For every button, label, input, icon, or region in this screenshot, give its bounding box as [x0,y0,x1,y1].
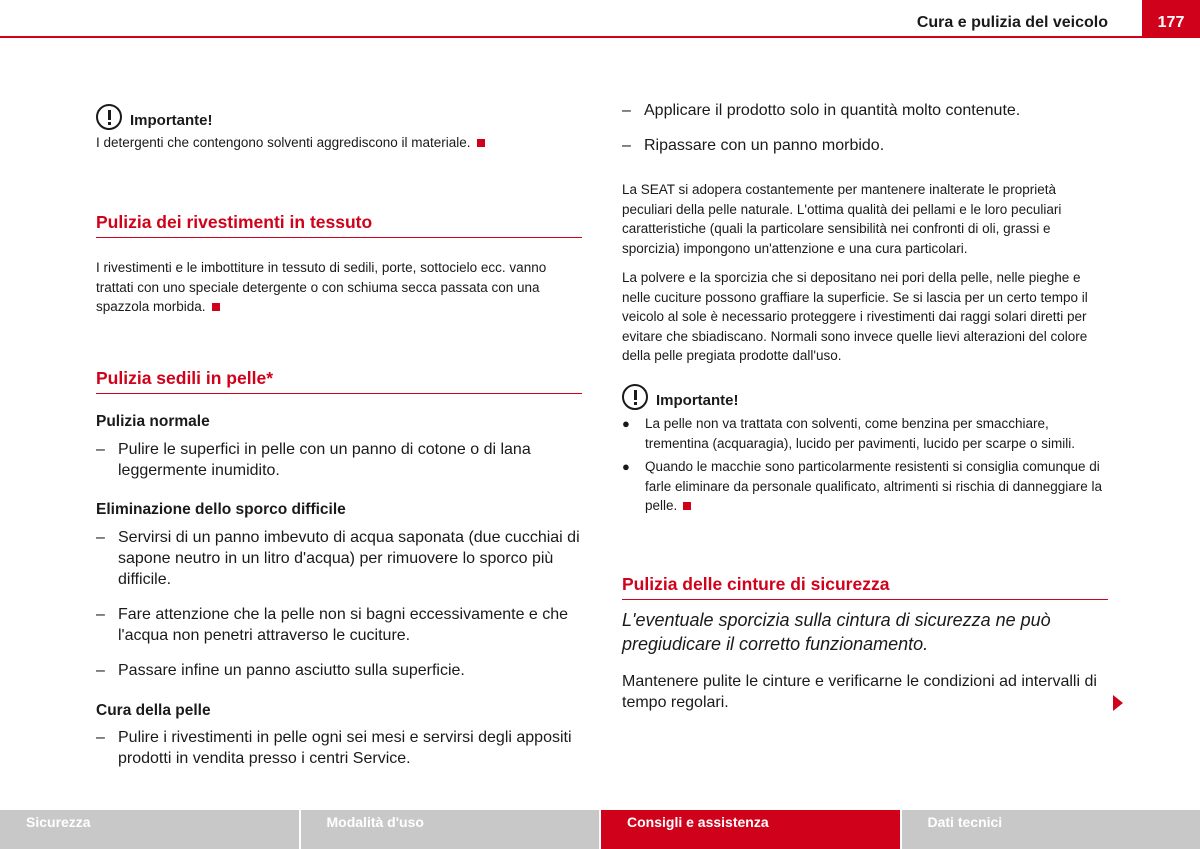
tab-sicurezza[interactable]: Sicurezza [0,810,299,849]
list-item: – Servirsi di un panno imbevuto di acqua saponata (due cucchiai di sapone neutro in un litro d'acqua) per rimuovere lo sporco più difficile. [96,529,580,588]
tab-dati-tecnici[interactable]: Dati tecnici [902,810,1200,849]
section-title-fabric: Pulizia dei rivestimenti in tessuto [96,211,582,238]
important-text: I detergenti che contengono solventi aggrediscono il materiale. [96,133,582,153]
important-note-2 [622,384,1108,516]
list-item: – Pulire le superfici in pelle con un panno di cotone o di lana leggermente inumidito. [96,441,531,479]
belts-lead: L'eventuale sporcizia sulla cintura di sicurezza ne può pregiudicare il corretto funzionamento. [622,610,1051,654]
warning-exclamation-icon [622,384,648,410]
tab-modalita-uso[interactable]: Modalità d'uso [301,810,600,849]
tab-consigli-assistenza[interactable]: Consigli e assistenza [601,810,900,849]
paragraph-seat-leather: La SEAT si adopera costantemente per mantenere inalterate le proprietà peculiari della pelle naturale. L'ottima qualità dei pellami e le loro peculiari caratteristiche (quali la particolare sensibilità nei confronti di oli, grassi e sporcizia) impongono un'attenzione e una cura particolari. [622,182,1062,256]
list-item: – Ripassare con un panno morbido. [622,137,885,154]
next-page-arrow-icon[interactable] [1113,695,1123,711]
paragraph-dust: La polvere e la sporcizia che si depositano nei pori della pelle, nelle pieghe e nelle cuciture possono graffiare la superficie. Se si lascia per un certo tempo il veicolo al sole è necessario proteggere i rivestimenti dai raggi solari diretti per evitare che sbiadiscano. Normali sono invece quelle lievi alterazioni del colore della pelle pregiata prodotte dall'uso. [622,270,1088,363]
end-square-icon [683,502,691,510]
header-rule [0,36,1200,38]
subtitle-normal-cleaning: Pulizia normale [96,413,210,430]
section-title-leather: Pulizia sedili in pelle* [96,367,582,394]
end-square-icon [212,303,220,311]
section-title-belts: Pulizia delle cinture di sicurezza [622,573,1108,600]
list-item: – Pulire i rivestimenti in pelle ogni sei mesi e servirsi degli appositi prodotti in vendita presso i centri Service. [96,729,572,767]
fabric-paragraph: I rivestimenti e le imbottiture in tessuto di sedili, porte, sottocielo ecc. vanno trattati con uno speciale detergente o con schiuma secca passata con una spazzola morbida. [96,260,547,314]
warning-exclamation-icon [96,104,122,130]
footer-nav [0,810,1200,849]
important-title: Importante! [130,112,213,129]
chapter-title: Cura e pulizia del veicolo [916,14,1108,31]
list-item: – Passare infine un panno asciutto sulla superficie. [96,662,465,679]
list-item: – Fare attenzione che la pelle non si bagni eccessivamente e che l'acqua non penetri attraverso le cuciture. [96,606,569,644]
end-square-icon [477,139,485,147]
important-title: Importante! [656,392,739,409]
list-item: – Applicare il prodotto solo in quantità molto contenute. [622,102,1021,119]
bullet-item: ● Quando le macchie sono particolarmente resistenti si consiglia comunque di farle eliminare da personale qualificato, altrimenti si rischia di danneggiare la pelle. [622,459,1102,513]
belts-paragraph: Mantenere pulite le cinture e verificarne le condizioni ad intervalli di tempo regolari. [622,673,1097,711]
subtitle-leather-care: Cura della pelle [96,702,211,719]
bullet-item: ● La pelle non va trattata con solventi, come benzina per smacchiare, trementina (acquaragia), lucido per pavimenti, lucido per scarpe o simili. [622,416,1075,451]
page-number: 177 [1142,0,1200,38]
subtitle-hard-dirt: Eliminazione dello sporco difficile [96,501,346,518]
important-note-1 [96,104,582,153]
